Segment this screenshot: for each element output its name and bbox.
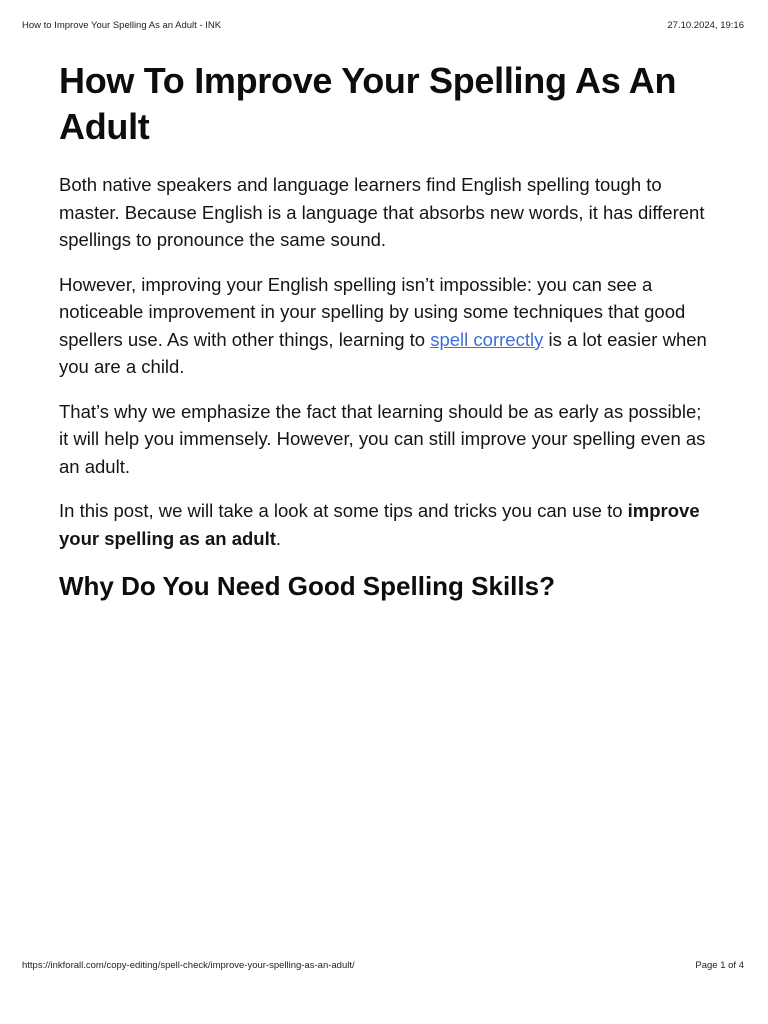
print-footer	[22, 959, 744, 973]
paragraph-intro: Both native speakers and language learners find English spelling tough to master. Because English is a language that absorbs new words, it has different spellings to pronounce the same sound.	[59, 174, 705, 250]
print-page-number: Page 1 of 4	[695, 960, 744, 971]
section-heading: Why Do You Need Good Spelling Skills?	[59, 571, 555, 601]
bold-phrase: improve your spelling as an adult	[59, 500, 700, 549]
paragraph-text: However, improving your English spelling isn’t impossible: you can see a noticeable improvement in your spelling by using some techniques that good spellers use. As with other things, learning to	[59, 273, 686, 350]
paragraph-post-intro	[59, 497, 715, 552]
print-timestamp: 27.10.2024, 19:16	[667, 20, 744, 31]
paragraph-emphasis: That’s why we emphasize the fact that learning should be as early as possible; it will help you immensely. However, you can still improve your spelling even as an adult.	[59, 400, 706, 477]
print-page-title: How to Improve Your Spelling As an Adult - INK	[22, 20, 222, 31]
print-header	[22, 19, 744, 33]
spell-correctly-link[interactable]: spell correctly	[430, 328, 544, 350]
article-title: How To Improve Your Spelling As An Adult	[59, 60, 677, 147]
paragraph-text: In this post, we will take a look at some tips and tricks you can use to	[59, 500, 628, 521]
article	[59, 58, 715, 603]
print-url: https://inkforall.com/copy-editing/spell-check/improve-your-spelling-as-an-adult/	[22, 960, 355, 971]
paragraph-text: .	[275, 527, 282, 549]
paragraph-text: is a lot easier when you are a child.	[59, 328, 707, 377]
paragraph-improvement	[59, 271, 715, 381]
